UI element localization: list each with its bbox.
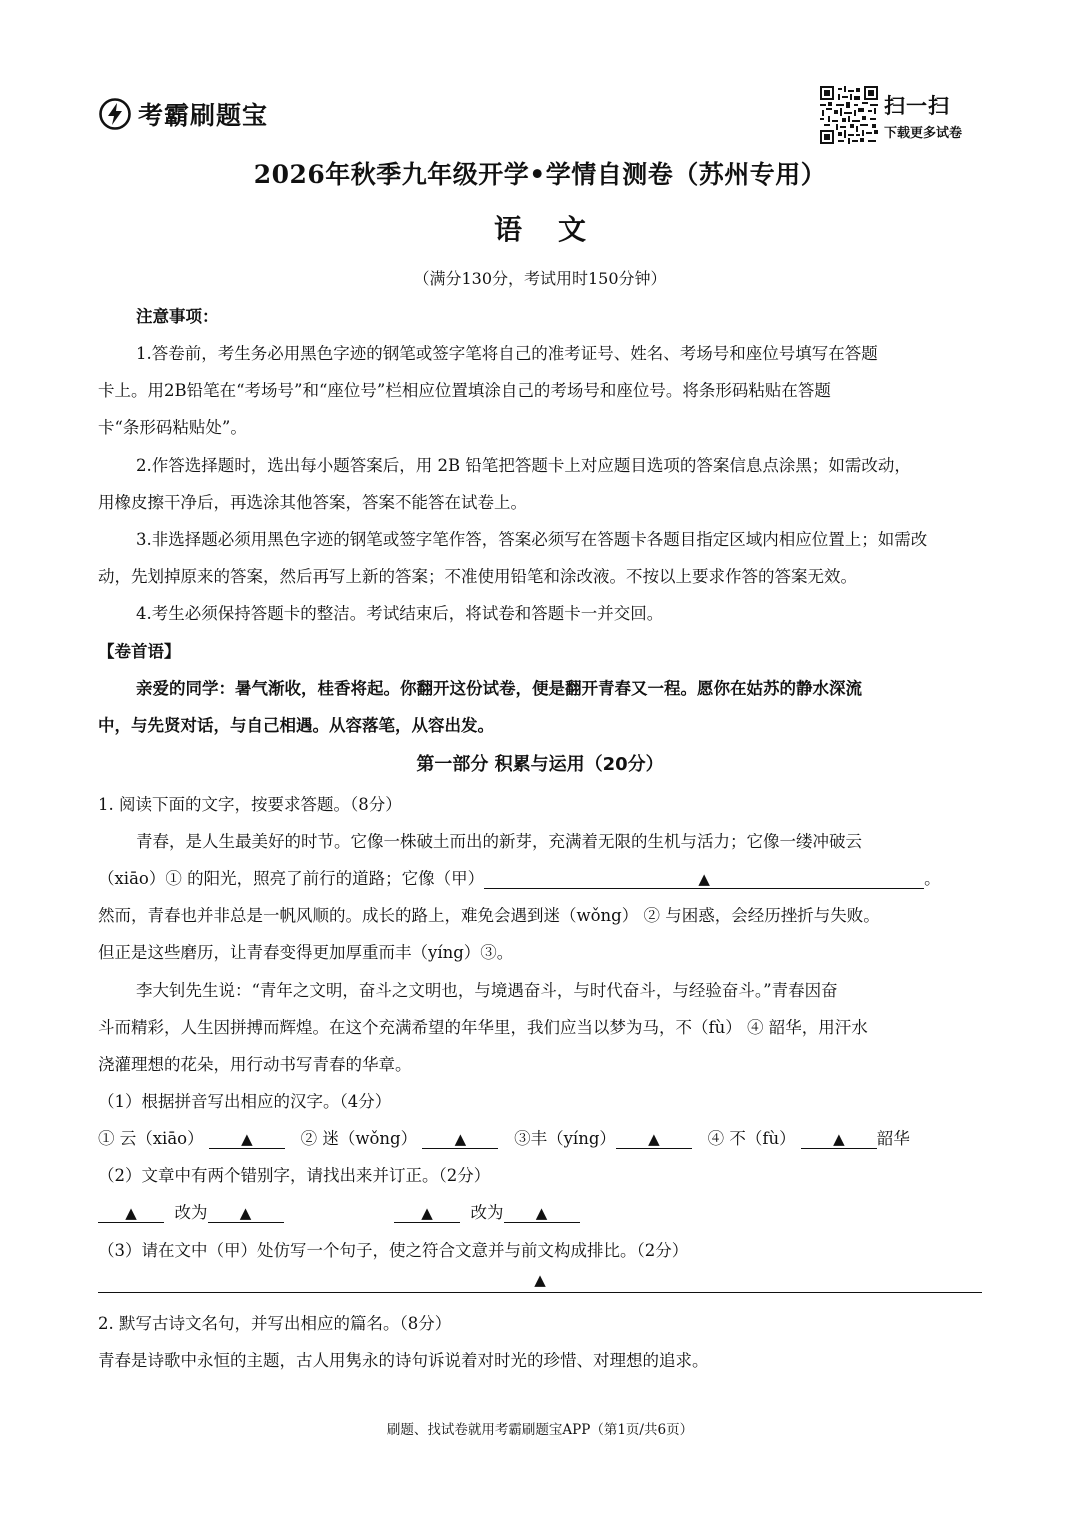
- passage-line: 青春，是人生最美好的时节。它像一株破土而出的新芽，充满着无限的生机与活力；它像一缕冲破云: [136, 832, 862, 851]
- answer-blank[interactable]: ▲: [394, 1203, 460, 1223]
- qr-code-icon[interactable]: [820, 86, 878, 144]
- q2-stem: 2. 默写古诗文名句，并写出相应的篇名。（8分）: [98, 1314, 452, 1333]
- q1-sub2: （2）文章中有两个错别字，请找出来并订正。（2分）: [98, 1166, 491, 1185]
- answer-blank[interactable]: ▲: [209, 1129, 285, 1149]
- notice-line: 动，先划掉原来的答案，然后再写上新的答案；不准使用铅笔和涂改液。不按以上要求作答的答案无效。: [98, 567, 857, 586]
- preface-line: 中，与先贤对话，与自己相遇。从容落笔，从容出发。: [98, 716, 494, 735]
- qr-scan-label: 扫一扫: [884, 93, 950, 118]
- q1-stem: 1. 阅读下面的文字，按要求答题。（8分）: [98, 795, 402, 814]
- passage-line: （xiāo）① 的阳光，照亮了前行的道路；它像（甲） ▲ 。: [98, 869, 941, 888]
- answer-blank[interactable]: ▲: [504, 1203, 580, 1223]
- answer-line[interactable]: [98, 1292, 982, 1293]
- q1-sub1: （1）根据拼音写出相应的汉字。（4分）: [98, 1092, 392, 1111]
- qr-download-label: 下载更多试卷: [884, 125, 963, 141]
- answer-blank[interactable]: ▲: [208, 1203, 284, 1223]
- score-note: （满分130分，考试用时150分钟）: [413, 269, 667, 288]
- page-footer: 刷题、找试卷就用考霸刷题宝APP（第1页/共6页）: [386, 1422, 694, 1438]
- notice-heading: 注意事项：: [136, 307, 219, 326]
- notice-line: 4.考生必须保持答题卡的整洁。考试结束后，将试卷和答题卡一并交回。: [136, 604, 664, 623]
- answer-blank-jia[interactable]: ▲: [484, 869, 924, 889]
- answer-blank[interactable]: ▲: [98, 1203, 164, 1223]
- notice-line: 用橡皮擦干净后，再选涂其他答案，答案不能答在试卷上。: [98, 493, 527, 512]
- part1-heading: 第一部分 积累与运用（20分）: [416, 754, 664, 775]
- lightning-logo-icon: [98, 97, 132, 131]
- passage-line: 斗而精彩，人生因拼搏而辉煌。在这个充满希望的年华里，我们应当以梦为马，不（fù） ④ 韶华，用汗水: [98, 1018, 868, 1037]
- notice-line: 1.答卷前，考生务必用黑色字迹的钢笔或签字笔将自己的准考证号、姓名、考场号和座位号填写在答题: [136, 344, 878, 363]
- q2-intro: 青春是诗歌中永恒的主题，古人用隽永的诗句诉说着对时光的珍惜、对理想的追求。: [98, 1351, 709, 1370]
- answer-blank[interactable]: ▲: [422, 1129, 498, 1149]
- notice-line: 卡上。用2B铅笔在“考场号”和“座位号”栏相应位置填涂自己的考场号和座位号。将条形码粘贴在答题: [98, 381, 831, 400]
- passage-line: 李大钊先生说：“青年之文明，奋斗之文明也，与境遇奋斗，与时代奋斗，与经验奋斗。”青春因奋: [136, 981, 838, 1000]
- notice-line: 2.作答选择题时，选出每小题答案后，用 2B 铅笔把答题卡上对应题目选项的答案信息点涂黑；如需改动，: [136, 456, 911, 475]
- subject-title: 语文: [493, 213, 622, 246]
- q1-sub3: （3）请在文中（甲）处仿写一个句子，使之符合文意并与前文构成排比。（2分）: [98, 1241, 689, 1260]
- answer-blank[interactable]: ▲: [616, 1129, 692, 1149]
- q1-sub2-answers: ▲ 改为 ▲ ▲ 改为 ▲: [98, 1199, 580, 1223]
- preface-line: 亲爱的同学：暑气渐收，桂香将起。你翻开这份试卷，便是翻开青春又一程。愿你在姑苏的静水深流: [136, 679, 862, 698]
- notice-line: 卡“条形码粘贴处”。: [98, 418, 247, 437]
- exam-title: 2026年秋季九年级开学•学情自测卷（苏州专用）: [253, 160, 827, 189]
- passage-line: 但正是这些磨历，让青春变得更加厚重而丰（yíng）③。: [98, 943, 514, 962]
- answer-blank[interactable]: ▲: [801, 1129, 877, 1149]
- q1-sub1-answers: ① 云（xiāo） ▲ ② 迷（wǒng） ▲ ③丰（yíng） ▲ ④ 不（fù） ▲ 韶华: [98, 1129, 910, 1148]
- brand-logo: [98, 96, 268, 132]
- preface-heading: 【卷首语】: [98, 642, 181, 661]
- notice-line: 3.非选择题必须用黑色字迹的钢笔或签字笔作答，答案必须写在答题卡各题目指定区域内相应位置上；如需改: [136, 530, 928, 549]
- passage-line: 浇灌理想的花朵，用行动书写青春的华章。: [98, 1055, 412, 1074]
- passage-line: 然而，青春也并非总是一帆风顺的。成长的路上，难免会遇到迷（wǒng） ② 与困惑，会经历挫折与失败。: [98, 906, 880, 925]
- qr-code-block[interactable]: [820, 86, 962, 144]
- answer-line-mark[interactable]: ▲: [534, 1271, 546, 1289]
- brand-name: 考霸刷题宝: [138, 101, 269, 130]
